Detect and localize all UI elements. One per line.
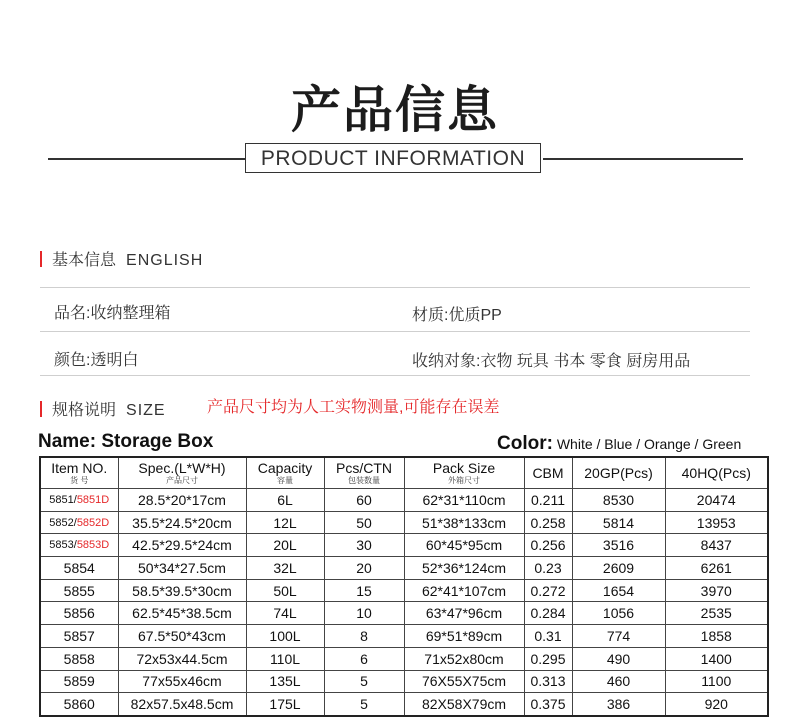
cell-capacity: 135L bbox=[246, 670, 324, 693]
table-row bbox=[40, 625, 768, 648]
col-header-spec: Spec.(L*W*H) 产品尺寸 bbox=[118, 457, 246, 489]
cell-cbm: 0.295 bbox=[524, 647, 572, 670]
cell-capacity: 20L bbox=[246, 534, 324, 557]
cell-cbm: 0.313 bbox=[524, 670, 572, 693]
cell-20gp: 460 bbox=[572, 670, 665, 693]
cell-cbm: 0.23 bbox=[524, 557, 572, 580]
cell-20gp: 386 bbox=[572, 693, 665, 716]
product-name: 品名:收纳整理箱 bbox=[54, 305, 171, 322]
cell-pcs: 5 bbox=[324, 670, 404, 693]
cell-40hq: 920 bbox=[665, 693, 768, 716]
cell-item-no: 5856 bbox=[40, 602, 118, 625]
spec-table bbox=[39, 456, 769, 717]
cell-20gp: 2609 bbox=[572, 557, 665, 580]
cell-pcs: 10 bbox=[324, 602, 404, 625]
cell-item-no: 5857 bbox=[40, 625, 118, 648]
spec-table-body bbox=[40, 489, 768, 716]
cell-40hq: 20474 bbox=[665, 489, 768, 512]
product-name-label: Name: Storage Box bbox=[38, 431, 214, 452]
cell-capacity: 110L bbox=[246, 647, 324, 670]
product-material: 材质:优质PP bbox=[412, 307, 502, 324]
col-header-20gp: 20GP(Pcs) bbox=[572, 457, 665, 489]
cell-40hq: 1858 bbox=[665, 625, 768, 648]
cell-cbm: 0.272 bbox=[524, 579, 572, 602]
cell-20gp: 1056 bbox=[572, 602, 665, 625]
cell-pack: 51*38*133cm bbox=[404, 511, 524, 534]
item-no: 5853 bbox=[49, 539, 74, 552]
cell-20gp: 8530 bbox=[572, 489, 665, 512]
table-row bbox=[40, 534, 768, 557]
cell-capacity: 12L bbox=[246, 511, 324, 534]
cell-pcs: 15 bbox=[324, 579, 404, 602]
spec-heading-cn: 规格说明 bbox=[52, 402, 117, 419]
cell-capacity: 74L bbox=[246, 602, 324, 625]
cell-item-no: 5854 bbox=[40, 557, 118, 580]
info-divider bbox=[40, 287, 750, 288]
cell-pack: 63*47*96cm bbox=[404, 602, 524, 625]
cell-spec: 82x57.5x48.5cm bbox=[118, 693, 246, 716]
cell-pcs: 20 bbox=[324, 557, 404, 580]
page-subtitle: PRODUCT INFORMATION bbox=[245, 143, 541, 173]
item-no: 5852 bbox=[49, 516, 74, 529]
page-title: 产品信息 bbox=[291, 80, 499, 139]
cell-pack: 62*31*110cm bbox=[404, 489, 524, 512]
item-no-separator: / bbox=[73, 539, 77, 552]
col-header-item: Item NO. 货 号 bbox=[40, 457, 118, 489]
cell-capacity: 32L bbox=[246, 557, 324, 580]
cell-20gp: 490 bbox=[572, 647, 665, 670]
cell-spec: 67.5*50*43cm bbox=[118, 625, 246, 648]
section-accent-bar bbox=[40, 251, 42, 267]
cell-40hq: 13953 bbox=[665, 511, 768, 534]
cell-capacity: 6L bbox=[246, 489, 324, 512]
cell-capacity: 175L bbox=[246, 693, 324, 716]
cell-20gp: 774 bbox=[572, 625, 665, 648]
cell-pack: 71x52x80cm bbox=[404, 647, 524, 670]
basic-info-heading-cn: 基本信息 bbox=[52, 252, 117, 269]
color-values: White / Blue / Orange / Green bbox=[552, 436, 742, 452]
spec-heading bbox=[40, 401, 166, 421]
item-no: 5851 bbox=[49, 493, 74, 506]
cell-cbm: 0.256 bbox=[524, 534, 572, 557]
section-accent-bar bbox=[40, 401, 42, 417]
cell-40hq: 3970 bbox=[665, 579, 768, 602]
cell-40hq: 2535 bbox=[665, 602, 768, 625]
col-header-40hq: 40HQ(Pcs) bbox=[665, 457, 768, 489]
cell-pack: 60*45*95cm bbox=[404, 534, 524, 557]
col-header-pcs: Pcs/CTN 包装数量 bbox=[324, 457, 404, 489]
cell-pcs: 60 bbox=[324, 489, 404, 512]
cell-pcs: 5 bbox=[324, 693, 404, 716]
cell-item-no bbox=[40, 511, 118, 534]
cell-item-no: 5859 bbox=[40, 670, 118, 693]
cell-40hq: 1400 bbox=[665, 647, 768, 670]
col-header-cbm: CBM bbox=[524, 457, 572, 489]
basic-info-heading bbox=[40, 251, 203, 271]
info-divider bbox=[40, 375, 750, 376]
info-divider bbox=[40, 331, 750, 332]
cell-spec: 28.5*20*17cm bbox=[118, 489, 246, 512]
item-no-alt: 5851D bbox=[76, 493, 110, 506]
cell-capacity: 50L bbox=[246, 579, 324, 602]
cell-pcs: 8 bbox=[324, 625, 404, 648]
table-row bbox=[40, 602, 768, 625]
cell-40hq: 1100 bbox=[665, 670, 768, 693]
cell-capacity: 100L bbox=[246, 625, 324, 648]
cell-cbm: 0.284 bbox=[524, 602, 572, 625]
cell-cbm: 0.211 bbox=[524, 489, 572, 512]
cell-item-no: 5860 bbox=[40, 693, 118, 716]
cell-item-no: 5858 bbox=[40, 647, 118, 670]
cell-40hq: 8437 bbox=[665, 534, 768, 557]
table-header-row bbox=[40, 457, 768, 489]
cell-item-no bbox=[40, 489, 118, 512]
cell-20gp: 5814 bbox=[572, 511, 665, 534]
cell-spec: 58.5*39.5*30cm bbox=[118, 579, 246, 602]
spec-heading-en: SIZE bbox=[126, 402, 166, 419]
cell-cbm: 0.31 bbox=[524, 625, 572, 648]
cell-pcs: 50 bbox=[324, 511, 404, 534]
table-row bbox=[40, 579, 768, 602]
cell-20gp: 3516 bbox=[572, 534, 665, 557]
col-header-pack: Pack Size 外箱尺寸 bbox=[404, 457, 524, 489]
table-row bbox=[40, 511, 768, 534]
cell-spec: 77x55x46cm bbox=[118, 670, 246, 693]
cell-pack: 52*36*124cm bbox=[404, 557, 524, 580]
title-rule-left bbox=[48, 158, 246, 160]
cell-pack: 82X58X79cm bbox=[404, 693, 524, 716]
cell-pack: 62*41*107cm bbox=[404, 579, 524, 602]
cell-spec: 50*34*27.5cm bbox=[118, 557, 246, 580]
cell-20gp: 1654 bbox=[572, 579, 665, 602]
cell-pcs: 30 bbox=[324, 534, 404, 557]
cell-cbm: 0.258 bbox=[524, 511, 572, 534]
item-no-separator: / bbox=[73, 516, 77, 529]
table-row bbox=[40, 670, 768, 693]
cell-spec: 42.5*29.5*24cm bbox=[118, 534, 246, 557]
basic-info-heading-en: ENGLISH bbox=[126, 252, 204, 269]
table-row bbox=[40, 693, 768, 716]
table-row bbox=[40, 489, 768, 512]
table-row bbox=[40, 557, 768, 580]
col-header-capacity: Capacity 容量 bbox=[246, 457, 324, 489]
title-rule-right bbox=[543, 158, 743, 160]
cell-item-no bbox=[40, 534, 118, 557]
cell-pack: 69*51*89cm bbox=[404, 625, 524, 648]
item-no-alt: 5852D bbox=[76, 516, 110, 529]
cell-cbm: 0.375 bbox=[524, 693, 572, 716]
cell-40hq: 6261 bbox=[665, 557, 768, 580]
table-row bbox=[40, 647, 768, 670]
item-no-separator: / bbox=[73, 493, 77, 506]
storage-objects: 收纳对象:衣物 玩具 书本 零食 厨房用品 bbox=[412, 353, 691, 370]
cell-spec: 35.5*24.5*20cm bbox=[118, 511, 246, 534]
cell-pack: 76X55X75cm bbox=[404, 670, 524, 693]
item-no-alt: 5853D bbox=[76, 539, 110, 552]
cell-item-no: 5855 bbox=[40, 579, 118, 602]
cell-spec: 72x53x44.5cm bbox=[118, 647, 246, 670]
color-options bbox=[497, 433, 741, 456]
product-color: 颜色:透明白 bbox=[54, 352, 139, 369]
measurement-note: 产品尺寸均为人工实物测量,可能存在误差 bbox=[207, 399, 500, 416]
cell-pcs: 6 bbox=[324, 647, 404, 670]
cell-spec: 62.5*45*38.5cm bbox=[118, 602, 246, 625]
color-label: Color: bbox=[497, 433, 553, 454]
